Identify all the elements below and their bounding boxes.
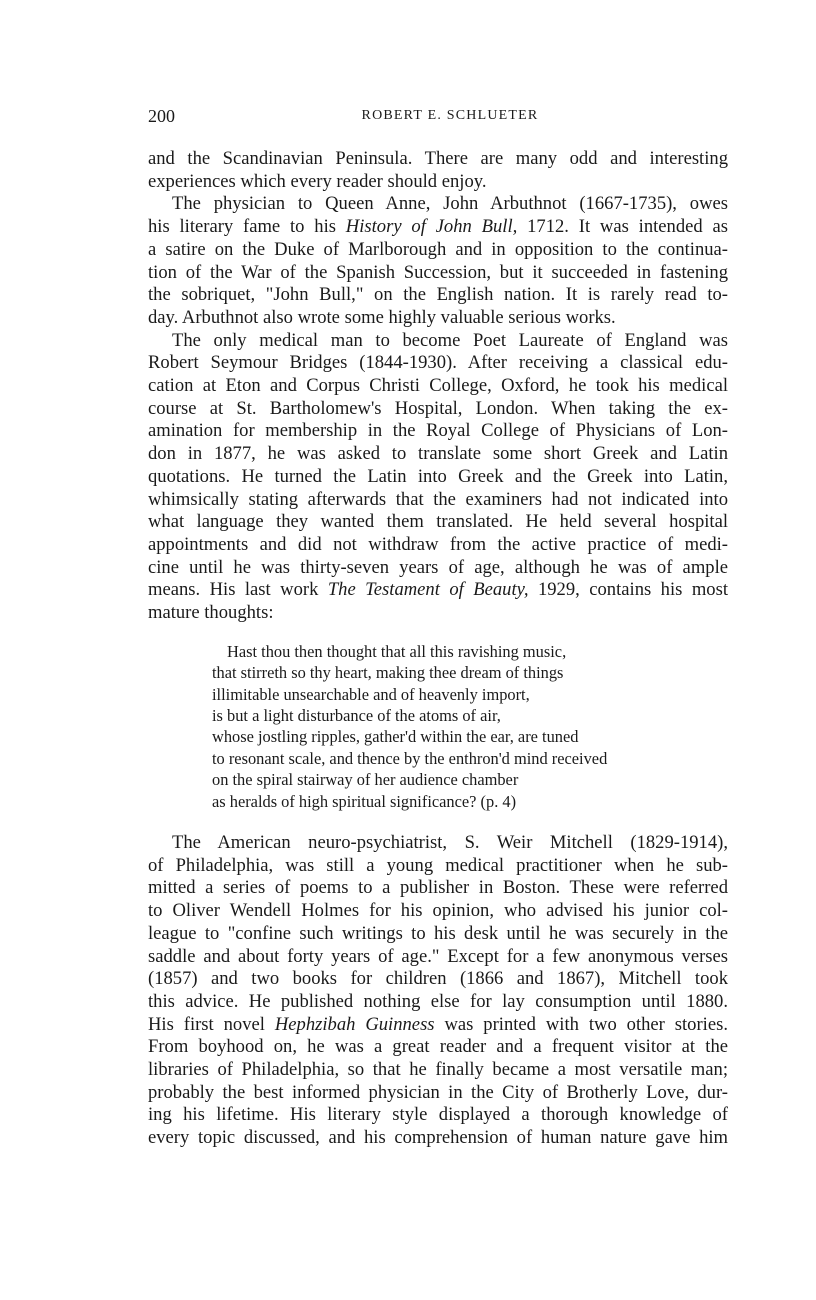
text-line: of Philadelphia, was still a young medical practitioner when he sub- [148, 854, 728, 876]
verse-line: to resonant scale, and thence by the enthron'd mind received [212, 748, 608, 768]
verse-line: that stirreth so thy heart, making thee dream of things [212, 663, 564, 683]
book-title-hephzibah-guinness: Hephzibah Guinness [274, 1013, 435, 1035]
text-run: 1712. It was intended as [517, 216, 728, 238]
text-line [148, 579, 728, 602]
paragraph-continuation [148, 148, 728, 193]
text-run: 1929, contains his most [528, 579, 728, 601]
text-line: quotations. He turned the Latin into Greek and the Greek into Latin, [148, 465, 728, 487]
book-page [148, 102, 728, 1150]
text-line: to Oliver Wendell Holmes for his opinion, who advised his junior col- [148, 900, 728, 922]
running-head [148, 102, 728, 132]
paragraph-arbuthnot [148, 193, 728, 329]
text-line: what language they wanted them translated. He held several hospital [148, 511, 728, 533]
text-line: tion of the War of the Spanish Succession, but it succeeded in fastening [148, 261, 728, 283]
text-line: league to "confine such writings to his desk until he was securely in the [148, 922, 728, 944]
text-line [148, 216, 728, 239]
text-line: libraries of Philadelphia, so that he finally became a most versatile man; [148, 1059, 728, 1081]
text-line: don in 1877, he was asked to translate some short Greek and Latin [148, 443, 728, 465]
verse-line: whose jostling ripples, gather'd within the ear, are tuned [212, 727, 579, 747]
book-title-history-of-john-bull: History of John Bull, [345, 216, 518, 238]
verse-line: is but a light disturbance of the atoms of air, [212, 705, 501, 725]
text-line: From boyhood on, he was a great reader and a frequent visitor at the [148, 1036, 728, 1058]
text-line: probably the best informed physician in the City of Brotherly Love, dur- [148, 1081, 728, 1103]
text-line: the sobriquet, "John Bull," on the English nation. It is rarely read to- [148, 284, 728, 306]
text-line: ing his lifetime. His literary style displayed a thorough knowledge of [148, 1104, 728, 1126]
text-line: whimsically stating afterwards that the examiners had not indicated into [148, 488, 728, 510]
paragraph-mitchell [148, 832, 728, 1150]
text-line: mitted a series of poems to a publisher in Boston. These were referred [148, 877, 728, 899]
text-line: appointments and did not withdraw from the active practice of medi- [148, 533, 728, 555]
running-title: ROBERT E. SCHLUETER [361, 108, 539, 123]
text-line: and the Scandinavian Peninsula. There are many odd and interesting [148, 148, 728, 169]
text-line: day. Arbuthnot also wrote some highly valuable serious works. [148, 306, 616, 328]
text-line: Robert Seymour Bridges (1844-1930). After receiving a classical edu- [148, 352, 728, 374]
text-run: His first novel [148, 1013, 275, 1035]
text-line: cine until he was thirty-seven years of age, although he was of ample [148, 556, 728, 578]
text-line: experiences which every reader should enjoy. [148, 170, 487, 192]
text-line: The physician to Queen Anne, John Arbuthnot (1667-1735), owes [172, 193, 728, 215]
text-run: his literary fame to his [148, 216, 346, 238]
text-line: saddle and about forty years of age." Except for a few anonymous verses [148, 945, 728, 967]
text-line [148, 1014, 728, 1037]
text-line: every topic discussed, and his comprehension of human nature gave him [148, 1127, 728, 1149]
text-line: course at St. Bartholomew's Hospital, London. When taking the ex- [148, 397, 728, 419]
text-line: a satire on the Duke of Marlborough and in opposition to the continua- [148, 238, 728, 260]
paragraph-bridges [148, 330, 728, 625]
text-line: The American neuro-psychiatrist, S. Weir Mitchell (1829-1914), [172, 832, 728, 854]
verse-line: on the spiral stairway of her audience chamber [212, 770, 519, 790]
text-run: was printed with two other stories. [434, 1013, 728, 1035]
verse-quotation [212, 641, 728, 812]
text-line: mature thoughts: [148, 602, 274, 624]
verse-line: Hast thou then thought that all this ravishing music, [227, 641, 567, 661]
verse-line: illimitable unsearchable and of heavenly import, [212, 684, 530, 704]
text-line: amination for membership in the Royal College of Physicians of Lon- [148, 420, 728, 442]
page-number: 200 [148, 106, 175, 126]
text-line: cation at Eton and Corpus Christi College, Oxford, he took his medical [148, 375, 728, 397]
verse-line: as heralds of high spiritual significance? (p. 4) [212, 791, 517, 811]
text-line: (1857) and two books for children (1866 and 1867), Mitchell took [148, 968, 728, 990]
text-line: this advice. He published nothing else for lay consumption until 1880. [148, 990, 728, 1012]
text-line: The only medical man to become Poet Laureate of England was [172, 329, 728, 351]
book-title-testament-of-beauty: The Testament of Beauty, [327, 579, 529, 601]
text-run: means. His last work [148, 579, 328, 601]
